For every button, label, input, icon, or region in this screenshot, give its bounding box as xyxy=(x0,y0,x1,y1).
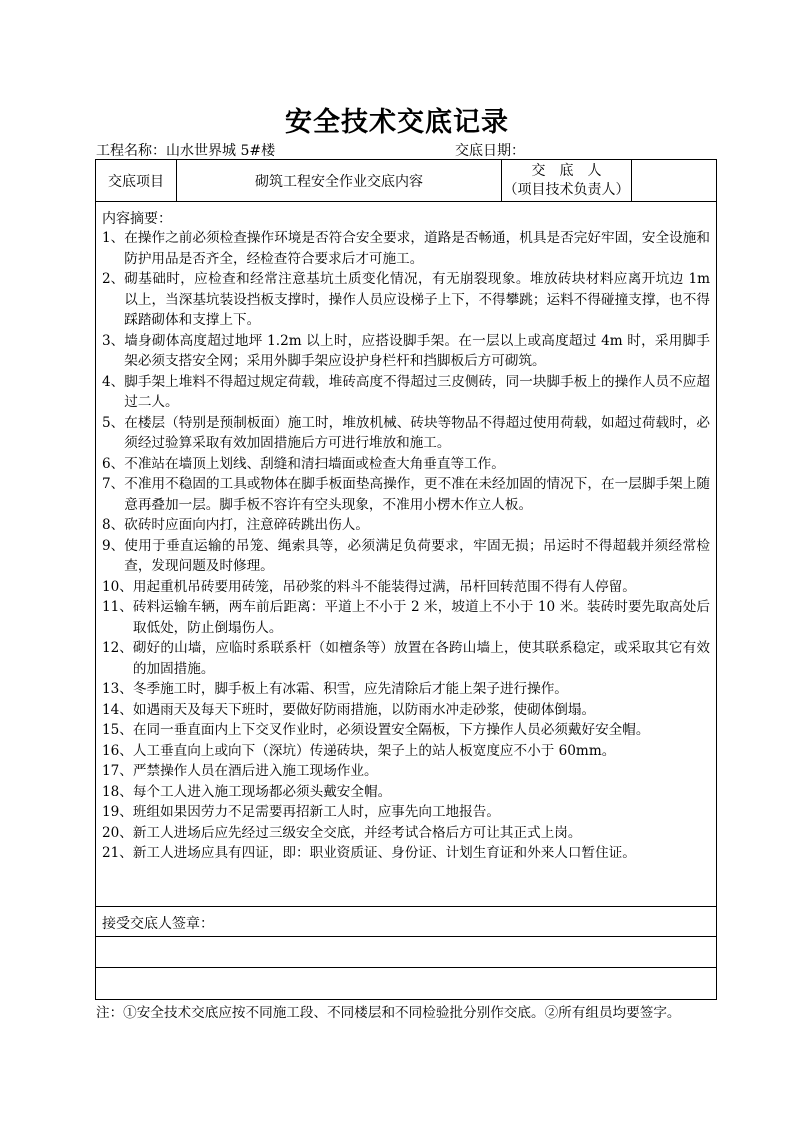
item-label-cell: 交底项目 xyxy=(96,160,177,201)
content-item xyxy=(102,413,710,454)
content-item-text: 砍砖时应面向内打，注意碎砖跳出伤人。 xyxy=(124,517,369,533)
content-item xyxy=(102,536,710,577)
content-item xyxy=(102,843,710,864)
content-item xyxy=(102,741,710,762)
content-item-text: 砖料运输车辆，两车前后距离：平道上不小于 2 米，坡道上不小于 10 米。装砖时要先取高处后取低处，防止倒塌伤人。 xyxy=(132,599,710,636)
content-item-text: 新工人进场应具有四证，即：职业资质证、身份证、计划生育证和外来人口暂住证。 xyxy=(132,845,636,861)
content-summary-row xyxy=(96,202,716,907)
signature-row xyxy=(96,907,716,937)
content-item-number: 16、 xyxy=(102,742,133,759)
content-item xyxy=(102,823,710,844)
signature-blank-row[interactable] xyxy=(96,968,716,999)
content-item-number: 11、 xyxy=(102,599,133,615)
content-item xyxy=(102,597,710,638)
content-item xyxy=(102,474,710,515)
content-item-text: 班组如果因劳力不足需要再招新工人时，应事先向工地报告。 xyxy=(132,804,500,820)
presenter-signature-cell[interactable] xyxy=(632,160,716,201)
content-item-number: 20、 xyxy=(102,824,133,841)
footer-note: 注：①安全技术交底应按不同施工段、不同楼层和不同检验批分别作交底。②所有组员均要签字。 xyxy=(96,1005,681,1021)
content-item-number: 17、 xyxy=(102,763,133,779)
content-item xyxy=(102,372,710,413)
content-item-number: 1、 xyxy=(102,230,125,246)
content-item-text: 在楼层（特别是预制板面）施工时，堆放机械、砖块等物品不得超过使用荷载，如超过荷载时，必须经过验算采取有效加固措施后方可进行堆放和施工。 xyxy=(124,414,710,451)
content-item-number: 18、 xyxy=(102,783,133,800)
content-item-number: 21、 xyxy=(102,845,133,861)
content-item-number: 2、 xyxy=(102,271,125,287)
content-item-text: 每个工人进入施工现场都必须头戴安全帽。 xyxy=(132,783,392,800)
content-item-text: 使用于垂直运输的吊笼、绳索具等，必须满足负荷要求，牢固无损；吊运时不得超载并须经常检查，发现问题及时修理。 xyxy=(124,537,710,574)
content-item xyxy=(102,228,710,269)
content-item xyxy=(102,331,710,372)
content-item-number: 19、 xyxy=(102,804,133,820)
content-summary-label: 内容摘要： xyxy=(102,211,172,227)
project-name: 工程名称：山水世界城 5#楼 xyxy=(96,143,276,159)
content-item-number: 12、 xyxy=(102,640,133,656)
content-item-text: 在操作之前必须检查操作环境是否符合安全要求，道路是否畅通，机具是否完好牢固，安全设施和防护用品是否齐全，经检查符合要求后才可施工。 xyxy=(124,230,710,267)
disclosure-table xyxy=(95,159,717,1000)
content-item xyxy=(102,700,710,721)
content-item-text: 人工垂直向上或向下（深坑）传递砖块，架子上的站人板宽度应不小于 60mm。 xyxy=(132,742,616,759)
content-item-number: 5、 xyxy=(102,414,125,431)
content-item-text: 用起重机吊砖要用砖笼，吊砂浆的料斗不能装得过满，吊杆回转范围不得有人停留。 xyxy=(132,578,636,595)
content-item-number: 3、 xyxy=(102,332,125,349)
content-item-number: 6、 xyxy=(102,455,125,472)
signature-blank-row[interactable] xyxy=(96,937,716,968)
content-item-number: 10、 xyxy=(102,578,133,595)
disclosure-date: 交底日期： xyxy=(455,143,525,159)
content-item xyxy=(102,782,710,803)
content-item-text: 严禁操作人员在酒后进入施工现场作业。 xyxy=(132,763,378,779)
content-item-text: 不准用不稳固的工具或物体在脚手板面垫高操作，更不准在未经加固的情况下，在一层脚手架上随意再叠加一层。脚手板不容许有空头现象，不准用小楞木作立人板。 xyxy=(124,476,710,513)
item-value-cell: 砌筑工程安全作业交底内容 xyxy=(177,160,502,201)
content-item-number: 8、 xyxy=(102,517,125,533)
content-item xyxy=(102,802,710,823)
content-item-number: 9、 xyxy=(102,537,125,554)
content-item xyxy=(102,638,710,679)
presenter-label-line2: （项目技术负责人） xyxy=(503,181,630,198)
content-item-text: 墙身砌体高度超过地坪 1.2m 以上时，应搭设脚手架。在一层以上或高度超过 4m 时，采用脚手架必须支搭安全网；采用外脚手架应设护身栏杆和挡脚板后方可砌筑。 xyxy=(124,332,710,369)
presenter-label-line1: 交 底 人 xyxy=(531,162,602,179)
table-header-row xyxy=(96,160,716,202)
content-item xyxy=(102,269,710,331)
content-item-number: 7、 xyxy=(102,476,125,492)
content-item xyxy=(102,761,710,782)
content-item xyxy=(102,720,710,741)
content-item-text: 如遇雨天及每天下班时，要做好防雨措施，以防雨水冲走砂浆，使砌体倒塌。 xyxy=(132,701,596,718)
content-item-text: 脚手架上堆料不得超过规定荷载，堆砖高度不得超过三皮侧砖，同一块脚手板上的操作人员不应超过二人。 xyxy=(124,373,710,410)
signature-label: 接受交底人签章： xyxy=(102,916,214,932)
content-item-text: 砌好的山墙，应临时系联系杆（如檀条等）放置在各跨山墙上，使其联系稳定，或采取其它有效的加固措施。 xyxy=(132,640,710,677)
content-item-text: 砌基础时，应检查和经常注意基坑土质变化情况，有无崩裂现象。堆放砖块材料应离开坑边 1m 以上，当深基坑装设挡板支撑时，操作人员应设梯子上下，不得攀跳；运料不得碰撞支撑，也不得踩踏砌体和支撑上下。 xyxy=(124,271,710,328)
content-items-list xyxy=(102,228,710,864)
content-item-number: 14、 xyxy=(102,701,133,718)
content-item xyxy=(102,679,710,700)
content-item xyxy=(102,577,710,598)
content-item-number: 15、 xyxy=(102,722,133,738)
content-item xyxy=(102,515,710,536)
content-item-text: 不准站在墙顶上划线、刮缝和清扫墙面或检查大角垂直等工作。 xyxy=(124,455,505,472)
content-item-number: 13、 xyxy=(102,681,133,697)
content-item-number: 4、 xyxy=(102,373,125,390)
presenter-label-cell xyxy=(502,160,632,201)
content-item xyxy=(102,454,710,475)
document-title: 安全技术交底记录 xyxy=(285,107,509,138)
content-item-text: 新工人进场后应先经过三级安全交底，并经考试合格后方可让其正式上岗。 xyxy=(132,824,582,841)
content-item-text: 在同一垂直面内上下交叉作业时，必须设置安全隔板，下方操作人员必须戴好安全帽。 xyxy=(132,722,650,738)
content-item-text: 冬季施工时，脚手板上有冰霜、积雪，应先清除后才能上架子进行操作。 xyxy=(132,681,568,697)
